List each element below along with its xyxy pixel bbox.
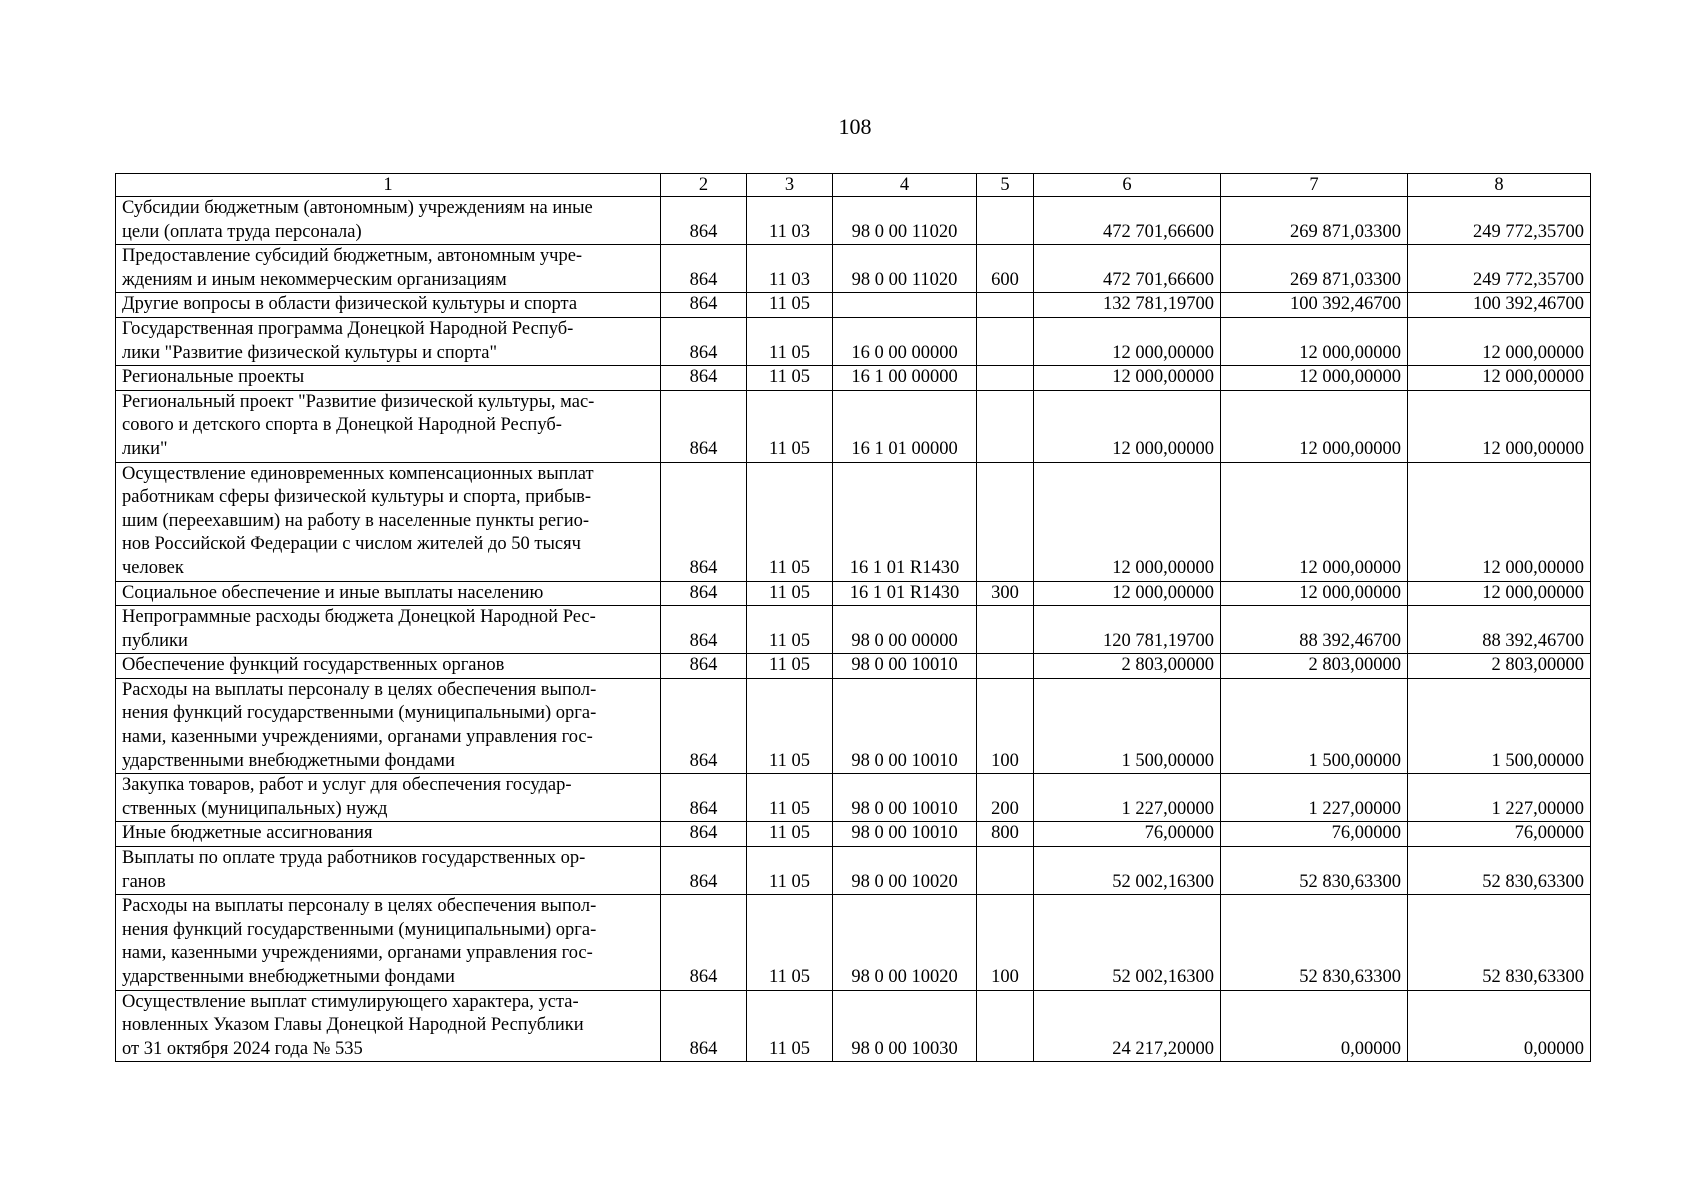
table-body <box>116 197 1591 1062</box>
column-header-2: 2 <box>661 174 747 197</box>
cell-target-article: 98 0 00 10010 <box>833 774 977 822</box>
description-line: нами, казенными учреждениями, органами управления гос- <box>122 943 593 964</box>
cell-expense-type: 200 <box>977 774 1034 822</box>
description-line: ударственными внебюджетными фондами <box>122 967 455 987</box>
cell-target-article: 16 1 00 00000 <box>833 366 977 391</box>
cell-description <box>116 581 661 606</box>
cell-amount-col7: 12 000,00000 <box>1221 317 1408 365</box>
table-row <box>116 822 1591 847</box>
table-row <box>116 895 1591 990</box>
cell-target-article: 98 0 00 10010 <box>833 678 977 773</box>
column-header-1: 1 <box>116 174 661 197</box>
cell-amount-col6: 1 227,00000 <box>1034 774 1221 822</box>
page-number: 108 <box>838 114 872 139</box>
description-line: Осуществление единовременных компенсационных выплат <box>122 463 594 484</box>
description-line: лики" <box>122 438 168 459</box>
cell-section-code: 11 05 <box>747 990 833 1062</box>
description-line: Региональный проект "Развитие физической культуры, мас- <box>122 391 595 412</box>
description-line: ждениям и иным некоммерческим организациям <box>122 269 507 290</box>
description-line: человек <box>122 557 184 578</box>
cell-amount-col6: 76,00000 <box>1034 822 1221 847</box>
description-line: ударственными внебюджетными фондами <box>122 750 455 771</box>
description-line: от 31 октября 2024 года № 535 <box>122 1038 363 1059</box>
cell-target-article: 98 0 00 11020 <box>833 245 977 293</box>
cell-expense-type: 100 <box>977 678 1034 773</box>
table-row <box>116 847 1591 895</box>
cell-section-code: 11 05 <box>747 462 833 581</box>
cell-target-article: 98 0 00 00000 <box>833 606 977 654</box>
description-line: публики <box>122 630 188 651</box>
cell-ministry-code: 864 <box>661 678 747 773</box>
cell-section-code: 11 03 <box>747 245 833 293</box>
cell-amount-col8: 12 000,00000 <box>1408 581 1591 606</box>
cell-expense-type: 600 <box>977 245 1034 293</box>
cell-amount-col8: 12 000,00000 <box>1408 462 1591 581</box>
cell-amount-col8: 52 830,63300 <box>1408 847 1591 895</box>
table-row <box>116 317 1591 365</box>
table-row <box>116 462 1591 581</box>
cell-amount-col7: 76,00000 <box>1221 822 1408 847</box>
cell-section-code: 11 05 <box>747 774 833 822</box>
description-line: шим (переехавшим) на работу в населенные пункты регио- <box>122 510 590 531</box>
cell-target-article: 16 1 01 R1430 <box>833 462 977 581</box>
cell-ministry-code: 864 <box>661 581 747 606</box>
table-row <box>116 245 1591 293</box>
cell-section-code: 11 05 <box>747 581 833 606</box>
description-line: цели (оплата труда персонала) <box>122 221 362 242</box>
cell-amount-col7: 2 803,00000 <box>1221 654 1408 679</box>
cell-expense-type: 300 <box>977 581 1034 606</box>
cell-expense-type <box>977 990 1034 1062</box>
cell-amount-col8: 249 772,35700 <box>1408 245 1591 293</box>
cell-ministry-code: 864 <box>661 990 747 1062</box>
cell-section-code: 11 05 <box>747 606 833 654</box>
column-header-7: 7 <box>1221 174 1408 197</box>
column-header-5: 5 <box>977 174 1034 197</box>
cell-amount-col6: 12 000,00000 <box>1034 390 1221 462</box>
cell-amount-col8: 0,00000 <box>1408 990 1591 1062</box>
description-line: Обеспечение функций государственных органов <box>122 655 505 676</box>
description-line: лики "Развитие физической культуры и спорта" <box>122 342 498 363</box>
cell-expense-type <box>977 654 1034 679</box>
column-header-4: 4 <box>833 174 977 197</box>
cell-amount-col6: 12 000,00000 <box>1034 317 1221 365</box>
description-line: Региональные проекты <box>122 367 305 388</box>
cell-target-article: 98 0 00 11020 <box>833 197 977 245</box>
cell-description <box>116 293 661 318</box>
cell-description <box>116 895 661 990</box>
table-row <box>116 197 1591 245</box>
cell-ministry-code: 864 <box>661 462 747 581</box>
cell-amount-col6: 132 781,19700 <box>1034 293 1221 318</box>
cell-amount-col7: 12 000,00000 <box>1221 390 1408 462</box>
cell-ministry-code: 864 <box>661 654 747 679</box>
cell-amount-col6: 120 781,19700 <box>1034 606 1221 654</box>
table-row <box>116 293 1591 318</box>
cell-amount-col6: 12 000,00000 <box>1034 462 1221 581</box>
cell-amount-col8: 249 772,35700 <box>1408 197 1591 245</box>
cell-amount-col6: 472 701,66600 <box>1034 245 1221 293</box>
cell-amount-col7: 0,00000 <box>1221 990 1408 1062</box>
cell-amount-col7: 1 500,00000 <box>1221 678 1408 773</box>
description-line: ственных (муниципальных) нужд <box>122 798 388 819</box>
cell-description <box>116 317 661 365</box>
cell-target-article <box>833 293 977 318</box>
cell-ministry-code: 864 <box>661 847 747 895</box>
cell-amount-col6: 12 000,00000 <box>1034 366 1221 391</box>
cell-ministry-code: 864 <box>661 774 747 822</box>
cell-amount-col6: 472 701,66600 <box>1034 197 1221 245</box>
cell-ministry-code: 864 <box>661 245 747 293</box>
cell-expense-type <box>977 317 1034 365</box>
cell-expense-type <box>977 390 1034 462</box>
cell-description <box>116 606 661 654</box>
table-row <box>116 390 1591 462</box>
description-line: Субсидии бюджетным (автономным) учреждениям на иные <box>122 198 593 218</box>
cell-target-article: 98 0 00 10020 <box>833 847 977 895</box>
cell-target-article: 98 0 00 10030 <box>833 990 977 1062</box>
column-number-row <box>116 174 1591 197</box>
cell-expense-type <box>977 847 1034 895</box>
description-line: нов Российской Федерации с числом жителей до 50 тысяч <box>122 534 581 555</box>
column-header-6: 6 <box>1034 174 1221 197</box>
description-line: Расходы на выплаты персоналу в целях обеспечения выпол- <box>122 896 597 917</box>
cell-description <box>116 245 661 293</box>
cell-section-code: 11 05 <box>747 822 833 847</box>
cell-ministry-code: 864 <box>661 197 747 245</box>
cell-section-code: 11 05 <box>747 293 833 318</box>
cell-description <box>116 774 661 822</box>
table-row <box>116 366 1591 391</box>
column-header-3: 3 <box>747 174 833 197</box>
description-line: Государственная программа Донецкой Народной Респуб- <box>122 318 574 339</box>
description-line: Иные бюджетные ассигнования <box>122 823 373 844</box>
cell-expense-type: 100 <box>977 895 1034 990</box>
table-row <box>116 581 1591 606</box>
cell-section-code: 11 05 <box>747 678 833 773</box>
cell-section-code: 11 05 <box>747 654 833 679</box>
cell-expense-type <box>977 293 1034 318</box>
cell-ministry-code: 864 <box>661 390 747 462</box>
description-line: работникам сферы физической культуры и спорта, прибыв- <box>122 487 592 508</box>
cell-amount-col8: 2 803,00000 <box>1408 654 1591 679</box>
cell-amount-col8: 76,00000 <box>1408 822 1591 847</box>
cell-amount-col8: 12 000,00000 <box>1408 390 1591 462</box>
cell-amount-col6: 12 000,00000 <box>1034 581 1221 606</box>
cell-expense-type: 800 <box>977 822 1034 847</box>
cell-target-article: 16 0 00 00000 <box>833 317 977 365</box>
cell-amount-col7: 1 227,00000 <box>1221 774 1408 822</box>
cell-amount-col6: 52 002,16300 <box>1034 847 1221 895</box>
cell-section-code: 11 05 <box>747 366 833 391</box>
cell-section-code: 11 05 <box>747 847 833 895</box>
cell-ministry-code: 864 <box>661 895 747 990</box>
cell-ministry-code: 864 <box>661 317 747 365</box>
cell-description <box>116 197 661 245</box>
cell-description <box>116 654 661 679</box>
description-line: Закупка товаров, работ и услуг для обеспечения государ- <box>122 775 572 796</box>
cell-amount-col7: 52 830,63300 <box>1221 847 1408 895</box>
cell-amount-col7: 12 000,00000 <box>1221 581 1408 606</box>
cell-amount-col8: 1 227,00000 <box>1408 774 1591 822</box>
description-line: Выплаты по оплате труда работников государственных ор- <box>122 848 586 869</box>
cell-amount-col8: 100 392,46700 <box>1408 293 1591 318</box>
cell-amount-col6: 1 500,00000 <box>1034 678 1221 773</box>
cell-amount-col6: 24 217,20000 <box>1034 990 1221 1062</box>
cell-amount-col8: 1 500,00000 <box>1408 678 1591 773</box>
cell-target-article: 98 0 00 10010 <box>833 822 977 847</box>
cell-section-code: 11 05 <box>747 390 833 462</box>
cell-amount-col7: 100 392,46700 <box>1221 293 1408 318</box>
cell-description <box>116 462 661 581</box>
cell-description <box>116 990 661 1062</box>
cell-amount-col7: 88 392,46700 <box>1221 606 1408 654</box>
cell-amount-col7: 52 830,63300 <box>1221 895 1408 990</box>
cell-section-code: 11 05 <box>747 895 833 990</box>
description-line: Предоставление субсидий бюджетным, автономным учре- <box>122 246 583 267</box>
cell-expense-type <box>977 197 1034 245</box>
cell-description <box>116 847 661 895</box>
cell-target-article: 16 1 01 00000 <box>833 390 977 462</box>
cell-amount-col8: 52 830,63300 <box>1408 895 1591 990</box>
table-row <box>116 774 1591 822</box>
cell-target-article: 98 0 00 10010 <box>833 654 977 679</box>
cell-amount-col7: 269 871,03300 <box>1221 245 1408 293</box>
cell-expense-type <box>977 366 1034 391</box>
description-line: Расходы на выплаты персоналу в целях обеспечения выпол- <box>122 679 597 700</box>
description-line: новленных Указом Главы Донецкой Народной Республики <box>122 1015 584 1036</box>
cell-amount-col6: 2 803,00000 <box>1034 654 1221 679</box>
table-row <box>116 678 1591 773</box>
cell-description <box>116 390 661 462</box>
table-row <box>116 606 1591 654</box>
cell-amount-col8: 12 000,00000 <box>1408 317 1591 365</box>
description-line: Непрограммные расходы бюджета Донецкой Народной Рес- <box>122 607 596 628</box>
cell-amount-col8: 12 000,00000 <box>1408 366 1591 391</box>
description-line: Социальное обеспечение и иные выплаты населению <box>122 582 544 603</box>
column-header-8: 8 <box>1408 174 1591 197</box>
cell-ministry-code: 864 <box>661 366 747 391</box>
cell-ministry-code: 864 <box>661 606 747 654</box>
description-line: нения функций государственными (муниципальными) орга- <box>122 919 597 940</box>
cell-amount-col7: 12 000,00000 <box>1221 366 1408 391</box>
cell-amount-col7: 12 000,00000 <box>1221 462 1408 581</box>
cell-description <box>116 678 661 773</box>
cell-ministry-code: 864 <box>661 293 747 318</box>
cell-ministry-code: 864 <box>661 822 747 847</box>
table-row <box>116 654 1591 679</box>
cell-description <box>116 366 661 391</box>
cell-description <box>116 822 661 847</box>
cell-amount-col8: 88 392,46700 <box>1408 606 1591 654</box>
cell-section-code: 11 05 <box>747 317 833 365</box>
description-line: Осуществление выплат стимулирующего характера, уста- <box>122 991 579 1012</box>
cell-expense-type <box>977 606 1034 654</box>
description-line: сового и детского спорта в Донецкой Народной Респуб- <box>122 415 562 436</box>
cell-target-article: 16 1 01 R1430 <box>833 581 977 606</box>
table-header <box>116 174 1591 197</box>
cell-amount-col6: 52 002,16300 <box>1034 895 1221 990</box>
cell-expense-type <box>977 462 1034 581</box>
budget-table <box>115 173 1591 1062</box>
table-row <box>116 990 1591 1062</box>
description-line: ганов <box>122 871 166 892</box>
description-line: Другие вопросы в области физической культуры и спорта <box>122 294 578 315</box>
description-line: нения функций государственными (муниципальными) орга- <box>122 703 597 724</box>
cell-section-code: 11 03 <box>747 197 833 245</box>
cell-target-article: 98 0 00 10020 <box>833 895 977 990</box>
cell-amount-col7: 269 871,03300 <box>1221 197 1408 245</box>
description-line: нами, казенными учреждениями, органами управления гос- <box>122 727 593 748</box>
